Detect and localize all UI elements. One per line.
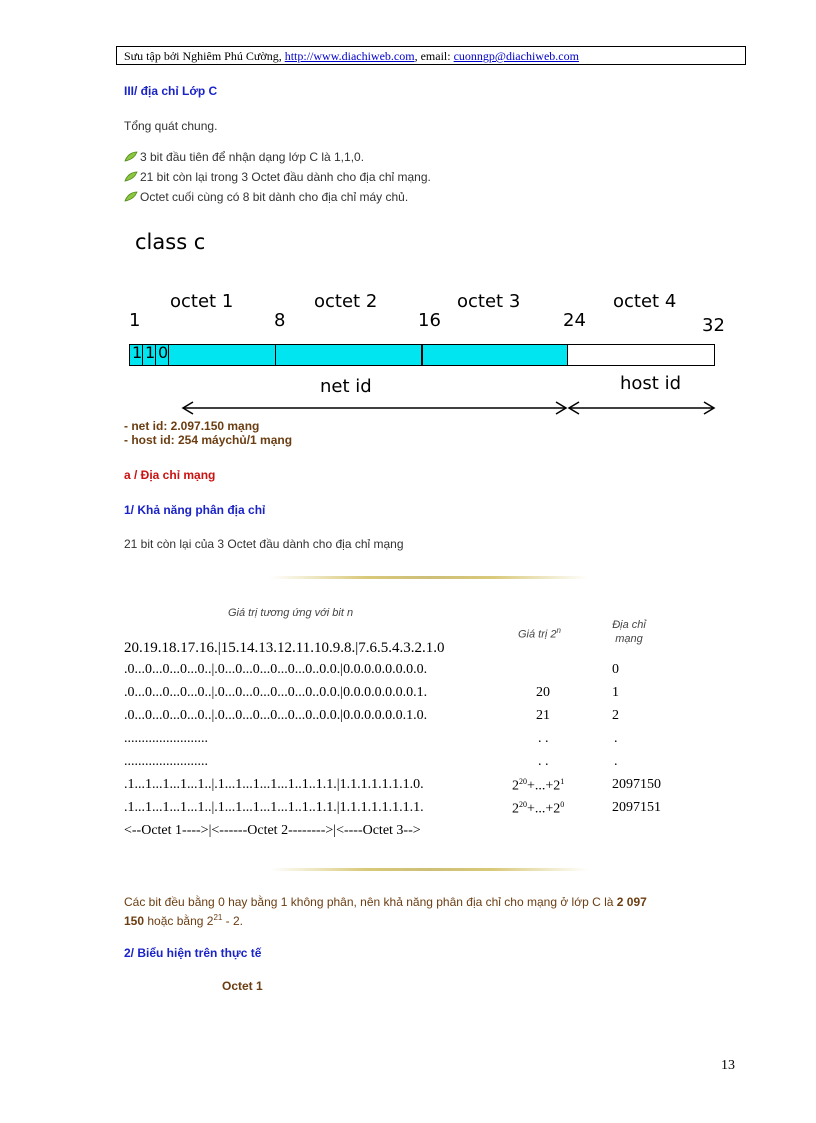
- host-bits-bar: [568, 344, 715, 366]
- header-prefix: Sưu tập bởi Nghiêm Phú Cường,: [124, 49, 285, 63]
- table-row-value: 20: [536, 685, 550, 700]
- header-mid: , email:: [414, 49, 454, 63]
- table-row-address: 2: [612, 708, 619, 723]
- table-row-address: .: [614, 731, 618, 746]
- table-row-address: 0: [612, 662, 619, 677]
- table-row-value: . .: [538, 731, 549, 746]
- net-id-note: - net id: 2.097.150 mạng: [124, 419, 260, 433]
- bit-numbers-header: 20.19.18.17.16.|15.14.13.12.11.10.9.8.|7.6.5.4.3.2.1.0: [124, 640, 445, 656]
- conclusion-paragraph: Các bit đều bằng 0 hay bằng 1 không phân, nên khả năng phân địa chỉ cho mạng ở lớp C là 2 097 150 hoặc bằng $2^{21} - 2$.: [124, 895, 647, 928]
- octet-span-footer: <--Octet 1---->|<------Octet 2-------->|<----Octet 3-->: [124, 823, 421, 838]
- octet-label: octet 1: [170, 291, 234, 312]
- bit-position: 8: [274, 310, 286, 331]
- table-row-bits: .0...0...0...0...0..|.0...0...0...0...0...0..0.0.|0.0.0.0.0.0.0.1.: [124, 685, 428, 700]
- separator-line: [270, 868, 588, 871]
- website-link[interactable]: http://www.diachiweb.com: [284, 49, 415, 63]
- first-bit: 1: [145, 343, 156, 362]
- table-header-values: Giá trị 2$^n$: [518, 626, 561, 641]
- table-header-bits: Giá trị tương ứng với bit n: [228, 607, 354, 619]
- class-c-diagram: [116, 222, 736, 422]
- table-row-value: 21: [536, 708, 550, 723]
- table-header-address: Địa chỉ mạng: [612, 619, 646, 645]
- page-number: 13: [721, 1058, 735, 1073]
- leaf-bullet-icon: [124, 171, 138, 182]
- email-link[interactable]: cuonngp@diachiweb.com: [453, 49, 579, 63]
- id-notes: [124, 419, 292, 447]
- table-row-bits: .1...1...1...1...1..|.1...1...1...1...1..1..1.1.|1.1.1.1.1.1.1.0.: [124, 777, 424, 792]
- list-item: 3 bit đầu tiên để nhận dạng lớp C là 1,1,0.: [124, 150, 431, 170]
- page-header: [116, 46, 746, 65]
- octet-label: octet 3: [457, 291, 521, 312]
- net-bits-bar: [129, 344, 568, 366]
- table-row-address: 2097150: [612, 777, 661, 792]
- diagram-title: class c: [135, 230, 206, 254]
- table-row-address: .: [614, 754, 618, 769]
- intro-text: Tổng quát chung.: [124, 119, 218, 133]
- table-row-bits: .1...1...1...1...1..|.1...1...1...1...1..1..1.1.|1.1.1.1.1.1.1.1.: [124, 800, 424, 815]
- table-row-address: 1: [612, 685, 619, 700]
- octet-label: octet 2: [314, 291, 378, 312]
- id-range-arrows: [116, 398, 736, 418]
- separator-line: [270, 576, 588, 579]
- leaf-bullet-icon: [124, 151, 138, 162]
- leaf-bullet-icon: [124, 191, 138, 202]
- first-bit: 1: [132, 343, 143, 362]
- section-title: III/ địa chỉ Lớp C: [124, 84, 218, 98]
- octet-divider: [421, 344, 423, 366]
- list-item: Octet cuối cùng có 8 bit dành cho địa chỉ máy chủ.: [124, 190, 431, 210]
- bullet-list: [124, 150, 431, 210]
- subsection-a-title: a / Địa chỉ mạng: [124, 468, 216, 482]
- first-bit: 0: [158, 343, 169, 362]
- table-row-value: $2^{20}+...+2^0$: [512, 800, 565, 817]
- table-row-value: . .: [538, 754, 549, 769]
- list-item: 21 bit còn lại trong 3 Octet đầu dành cho địa chỉ mạng.: [124, 170, 431, 190]
- host-id-note: - host id: 254 máychủ/1 mạng: [124, 433, 293, 447]
- net-id-label: net id: [320, 376, 372, 397]
- table-row-bits: ........................: [124, 731, 208, 746]
- host-id-label: host id: [620, 373, 682, 394]
- subsection-1-title: 1/ Khả năng phân địa chỉ: [124, 503, 266, 517]
- bit-position: 32: [702, 315, 725, 336]
- table-row-bits: ........................: [124, 754, 208, 769]
- octet-divider: [275, 344, 276, 366]
- subsection-2-title: 2/ Biểu hiện trên thực tế: [124, 946, 262, 960]
- bit-position: 24: [563, 310, 586, 331]
- table-row-bits: .0...0...0...0...0..|.0...0...0...0...0...0..0.0.|0.0.0.0.0.0.1.0.: [124, 708, 428, 723]
- table-row-address: 2097151: [612, 800, 661, 815]
- table-row-bits: .0...0...0...0...0..|.0...0...0...0...0...0..0.0.|0.0.0.0.0.0.0.0.: [124, 662, 428, 677]
- table-row-value: $2^{20}+...+2^1$: [512, 777, 565, 794]
- bit-position: 1: [129, 310, 141, 331]
- paragraph-1: 21 bit còn lại của 3 Octet đầu dành cho địa chỉ mạng: [124, 537, 404, 551]
- bit-position: 16: [418, 310, 441, 331]
- octet-label: octet 4: [613, 291, 677, 312]
- octet1-label: Octet 1: [222, 979, 263, 993]
